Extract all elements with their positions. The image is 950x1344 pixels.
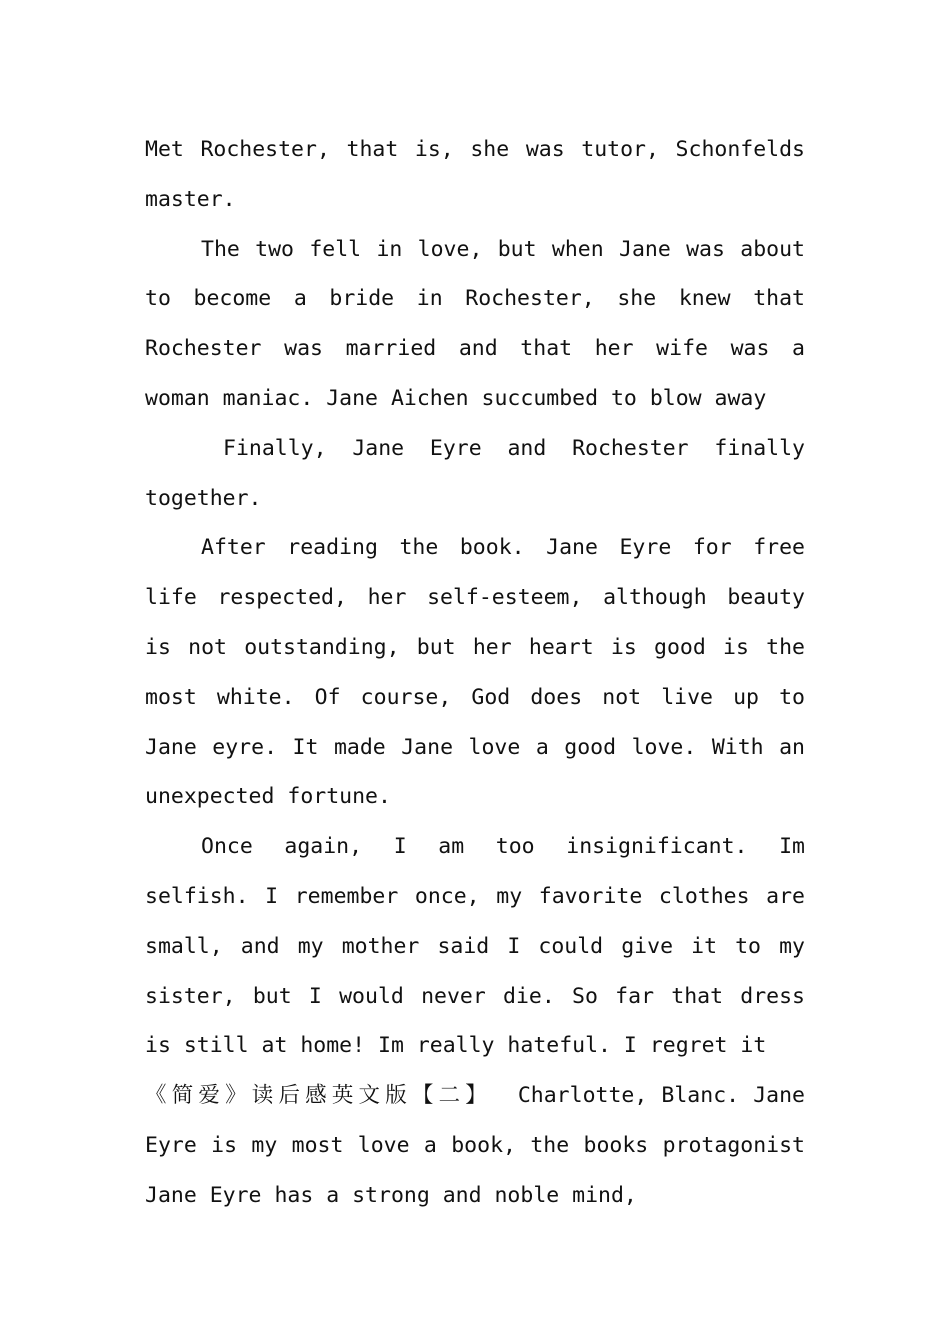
section-body: Charlotte, Blanc. Jane Eyre is my most love a book, the books protagonist Jane Eyre has a strong and noble mind, <box>145 1083 805 1208</box>
paragraph-met-rochester: Met Rochester, that is, she was tutor, Schonfelds master. <box>145 137 805 212</box>
section-heading: 《简爱》读后感英文版【二】 <box>145 1083 492 1109</box>
paragraph-once-again: Once again, I am too insignificant. Im selfish. I remember once, my favorite clothes are small, and my mother said I could give it to my sister, but I would never die. So far that dress is still at home! Im really hateful. I regret it <box>145 834 805 1059</box>
paragraph-fell-in-love: The two fell in love, but when Jane was about to become a bride in Rochester, she knew that Rochester was married and that her wife was a woman maniac. Jane Aichen succumbed to blow away <box>145 236 805 411</box>
section-two <box>145 1071 805 1220</box>
paragraph-finally-together: Finally, Jane Eyre and Rochester finally together. <box>145 435 805 511</box>
document-body <box>145 125 805 1221</box>
paragraph-after-reading: After reading the book. Jane Eyre for free life respected, her self-esteem, although beauty is not outstanding, but her heart is good is the most white. Of course, God does not live up to Jane eyre. It made Jane love a good love. With an unexpected fortune. <box>145 535 805 810</box>
